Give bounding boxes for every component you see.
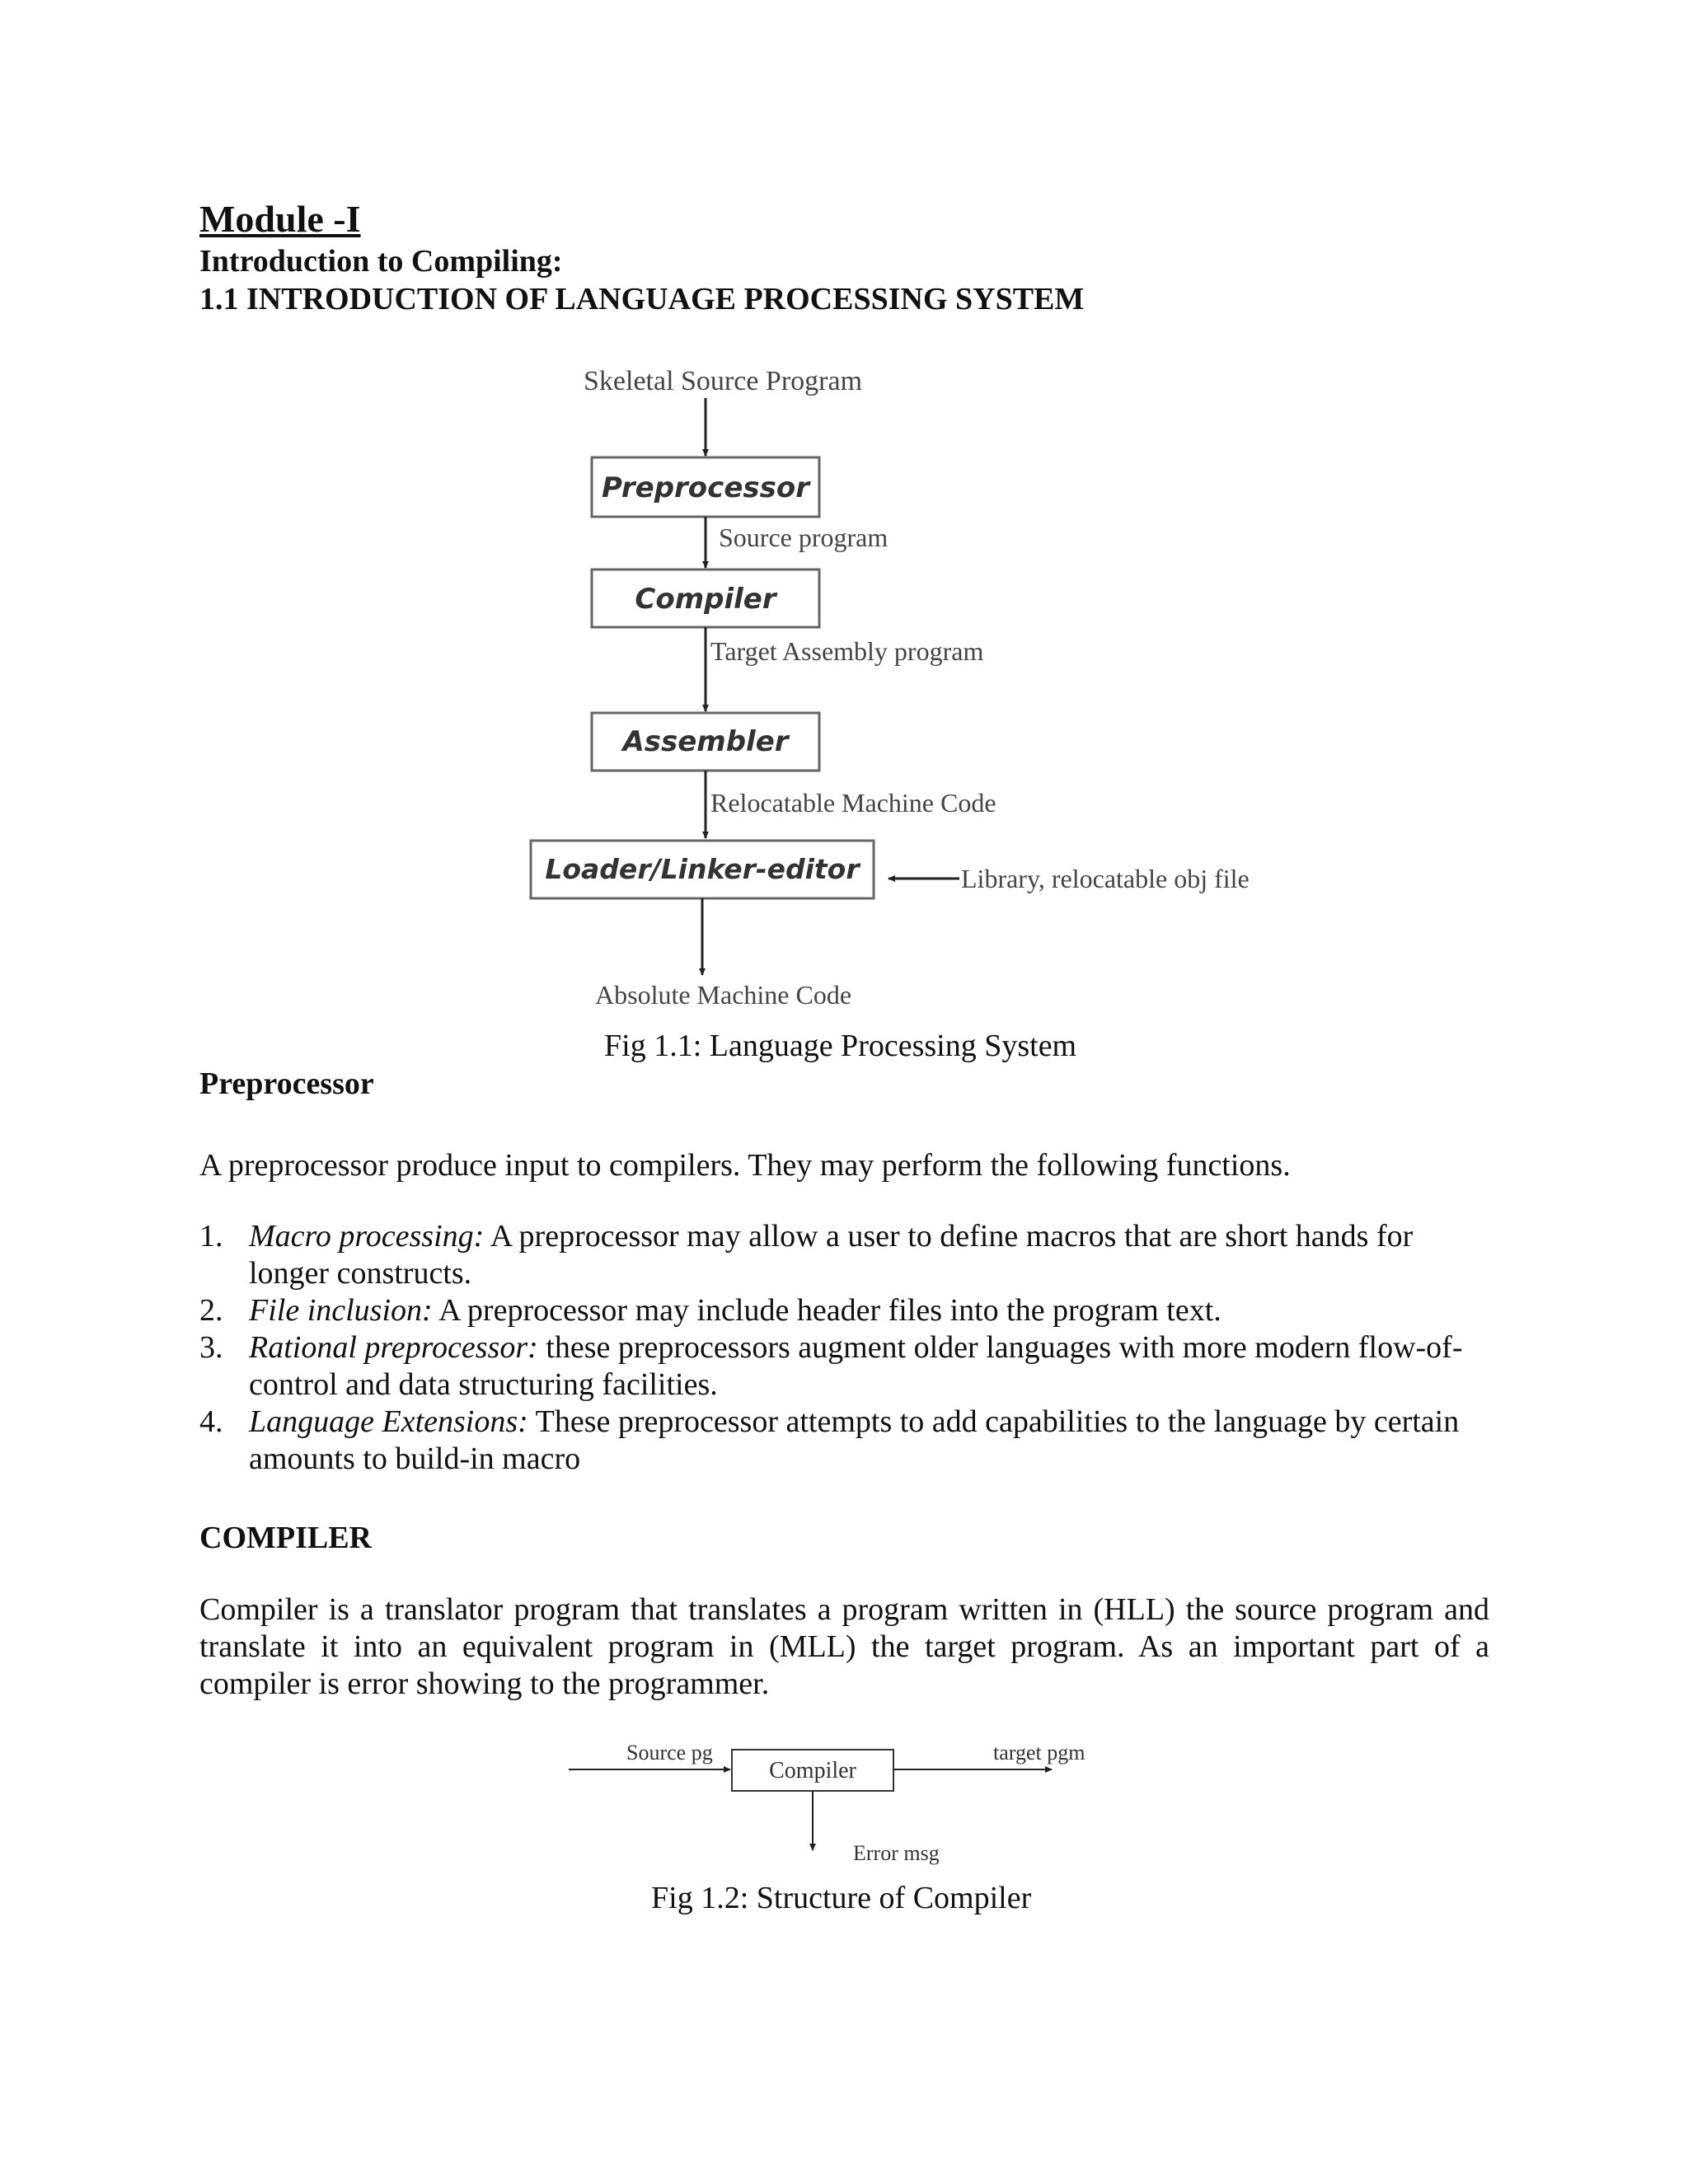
preprocessor-functions-list bbox=[199, 1218, 1493, 1478]
absolute-code-label: Absolute Machine Code bbox=[595, 980, 852, 1010]
skeletal-source-label: Skeletal Source Program bbox=[584, 366, 863, 396]
compiler-paragraph: Compiler is a translator program that translates a program written in (HLL) the source program and translate it into an equivalent program in (MLL) the target program. As an important part of a compiler is error showing to the programmer. bbox=[199, 1592, 1489, 1701]
section-title: 1.1 INTRODUCTION OF LANGUAGE PROCESSING SYSTEM bbox=[199, 282, 1085, 316]
list-item-term: File inclusion: bbox=[249, 1293, 433, 1328]
target-assembly-label: Target Assembly program bbox=[710, 636, 984, 666]
list-item-text: These preprocessor attempts to add capabilities to the language by certain amounts to build-in macro bbox=[249, 1404, 1460, 1476]
source-program-label: Source program bbox=[719, 523, 889, 552]
fig1-caption: Fig 1.1: Language Processing System bbox=[604, 1029, 1077, 1063]
fig2-caption: Fig 1.2: Structure of Compiler bbox=[651, 1881, 1032, 1915]
compiler-structure-diagram bbox=[560, 1727, 1137, 1891]
error-msg-label: Error msg bbox=[853, 1841, 940, 1865]
library-label: Library, relocatable obj file bbox=[961, 864, 1250, 893]
compiler-box-label: Compiler bbox=[635, 583, 776, 616]
list-item bbox=[199, 1292, 1493, 1329]
module-title: Module -I bbox=[199, 198, 361, 240]
chapter-subtitle: Introduction to Compiling: bbox=[199, 244, 563, 279]
list-item-text: A preprocessor may include header files into the program text. bbox=[432, 1293, 1221, 1328]
list-item-text: A preprocessor may allow a user to define macros that are short hands for longer constructs. bbox=[249, 1219, 1414, 1291]
loader-box-label: Loader/Linker-editor bbox=[545, 853, 860, 885]
list-item-number: 3. bbox=[199, 1330, 223, 1365]
list-item-term: Rational preprocessor: bbox=[249, 1330, 538, 1365]
list-item-text: these preprocessors augment older languages with more modern flow-of-control and data structuring facilities. bbox=[249, 1330, 1463, 1402]
list-item-number: 1. bbox=[199, 1219, 223, 1254]
compiler-structure-box-label: Compiler bbox=[769, 1758, 856, 1783]
preprocessor-intro: A preprocessor produce input to compilers. They may perform the following functions. bbox=[199, 1148, 1291, 1183]
list-item bbox=[199, 1329, 1493, 1404]
source-pg-label: Source pg bbox=[626, 1741, 713, 1765]
list-item-term: Macro processing: bbox=[249, 1219, 485, 1254]
list-item bbox=[199, 1404, 1493, 1478]
preprocessor-heading: Preprocessor bbox=[199, 1066, 374, 1101]
target-pgm-label: target pgm bbox=[993, 1741, 1085, 1765]
language-processing-diagram bbox=[511, 350, 1335, 1018]
assembler-box-label: Assembler bbox=[622, 725, 789, 758]
list-item-number: 2. bbox=[199, 1293, 223, 1328]
compiler-heading: COMPILER bbox=[199, 1521, 372, 1555]
relocatable-code-label: Relocatable Machine Code bbox=[710, 788, 996, 818]
list-item bbox=[199, 1218, 1493, 1292]
list-item-term: Language Extensions: bbox=[249, 1404, 528, 1439]
preprocessor-box-label: Preprocessor bbox=[602, 471, 809, 504]
list-item-number: 4. bbox=[199, 1404, 223, 1439]
